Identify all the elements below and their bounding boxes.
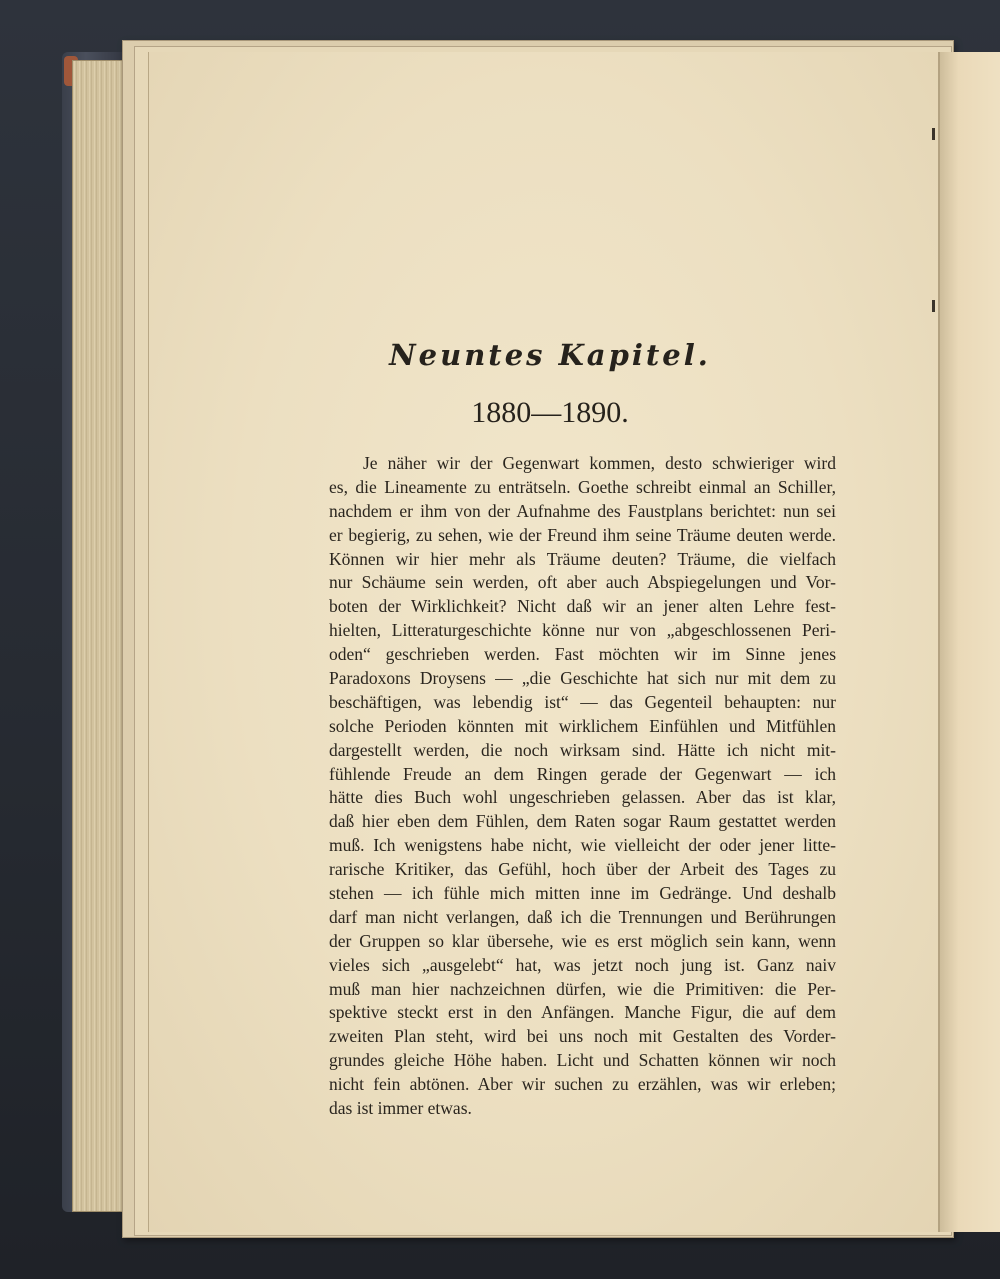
- text-line: Paradoxons Droysens — „die Geschichte hat sich nur mit dem zu: [329, 668, 836, 689]
- text-line: das ist immer etwas.: [329, 1098, 472, 1119]
- text-line: zweiten Plan steht, wird bei uns noch mit Gestalten des Vorder-: [329, 1026, 836, 1047]
- text-line: Können wir hier mehr als Träume deuten? Träume, die vielfach: [329, 548, 836, 569]
- text-line: stehen — ich fühle mich mitten inne im Gedränge. Und deshalb: [329, 883, 836, 904]
- text-line: hätte dies Buch wohl ungeschrieben gelassen. Aber das ist klar,: [329, 787, 836, 808]
- text-line: boten der Wirklichkeit? Nicht daß wir an jener alten Lehre fest-: [329, 596, 836, 617]
- text-line: der Gruppen so klar übersehe, wie es erst möglich sein kann, wenn: [329, 930, 836, 951]
- gutter-mark: [932, 300, 935, 312]
- text-line: Je näher wir der Gegenwart kommen, desto schwieriger wird: [363, 453, 836, 473]
- text-line: nicht fein abtönen. Aber wir suchen zu erzählen, was wir erleben;: [329, 1074, 836, 1095]
- text-line: beschäftigen, was lebendig ist“ — das Gegenteil behaupten: nur: [329, 691, 836, 712]
- text-line: solche Perioden könnten mit wirklichem Einfühlen und Mitfühlen: [329, 715, 836, 736]
- text-line: vieles sich „ausgelebt“ hat, was jetzt noch jung ist. Ganz naiv: [329, 954, 836, 975]
- text-line: grundes gleiche Höhe haben. Licht und Schatten können wir noch: [329, 1050, 836, 1071]
- text-line: nachdem er ihm von der Aufnahme des Faustplans berichtet: nun sei: [329, 500, 836, 521]
- facing-page-edge: [938, 52, 1000, 1232]
- text-line: dargestellt werden, die noch wirksam sind. Hätte ich nicht mit-: [329, 739, 836, 760]
- gutter-mark: [932, 128, 935, 140]
- text-line: daß hier eben dem Fühlen, dem Raten sogar Raum gestattet werden: [329, 811, 836, 832]
- text-line: darf man nicht verlangen, daß ich die Trennungen und Berührungen: [329, 906, 836, 927]
- chapter-years: 1880—1890.: [471, 396, 629, 429]
- text-line: fühlende Freude an dem Ringen gerade der Gegenwart — ich: [329, 763, 836, 784]
- text-line: muß. Ich wenigstens habe nicht, wie vielleicht der oder jener litte-: [329, 835, 836, 856]
- text-line: muß man hier nachzeichnen dürfen, wie die Primitiven: die Per-: [329, 978, 836, 999]
- text-line: hielten, Litteraturgeschichte könne nur von „abgeschlossenen Peri-: [329, 620, 836, 641]
- chapter-heading: Neuntes Kapitel.: [389, 338, 711, 372]
- text-line: rarische Kritiker, das Gefühl, hoch über der Arbeit des Tages zu: [329, 859, 836, 880]
- chapter-text: [329, 452, 836, 1121]
- text-line: oden“ geschrieben werden. Fast möchten wir im Sinne jenes: [329, 644, 836, 665]
- text-line: er begierig, zu sehen, wie der Freund ihm seine Träume deuten werde.: [329, 524, 836, 545]
- text-line: spektive steckt erst in den Anfängen. Manche Figur, die auf dem: [329, 1002, 836, 1023]
- text-line: nur Schäume sein werden, oft aber auch Abspiegelungen und Vor-: [329, 572, 836, 593]
- text-line: es, die Lineamente zu enträtseln. Goethe schreibt einmal an Schiller,: [329, 476, 836, 497]
